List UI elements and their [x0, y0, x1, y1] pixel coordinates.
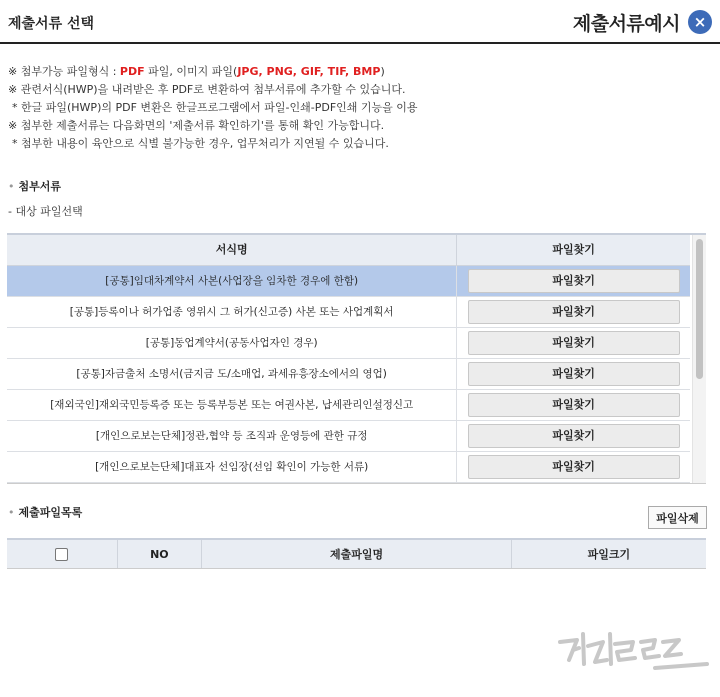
- form-name: [공통]동업계약서(공동사업자인 경우): [7, 328, 457, 358]
- select-all-checkbox[interactable]: [55, 548, 68, 561]
- col-select-all: [7, 540, 118, 568]
- notice-prefix: ※ 첨부가능 파일형식 :: [8, 65, 120, 78]
- notice-pdf: PDF: [119, 65, 145, 78]
- table-row[interactable]: [7, 328, 690, 359]
- find-file-button[interactable]: 파일찾기: [468, 393, 680, 417]
- find-file-button[interactable]: 파일찾기: [468, 424, 680, 448]
- find-file-button[interactable]: 파일찾기: [468, 455, 680, 479]
- find-file-button[interactable]: 파일찾기: [468, 331, 680, 355]
- notice-line-hwp: ※ 관련서식(HWP)을 내려받은 후 PDF로 변환하여 첨부서류에 추가할 수 있습니다.: [8, 83, 406, 96]
- delete-file-button[interactable]: 파일삭제: [648, 506, 707, 529]
- page-title: 제출서류 선택: [8, 16, 95, 32]
- table-row[interactable]: [7, 359, 690, 390]
- header: [0, 0, 720, 44]
- table-row[interactable]: [7, 390, 690, 421]
- form-name: [개인으로보는단체]대표자 선임장(선임 확인이 가능한 서류): [7, 452, 457, 482]
- table-row[interactable]: [7, 266, 690, 297]
- col-file-size: 파일크기: [587, 548, 631, 561]
- example-documents-title[interactable]: 제출서류예시: [572, 13, 680, 35]
- notice-line-confirm: ※ 첨부한 제출서류는 다음화면의 '제출서류 확인하기'를 통해 확인 가능합니다.: [8, 119, 385, 132]
- find-file-button[interactable]: 파일찾기: [468, 300, 680, 324]
- handwritten-signature: [555, 620, 715, 675]
- target-file-label: - 대상 파일선택: [8, 205, 83, 218]
- notice-line-delay: * 첨부한 내용이 육안으로 식별 불가능한 경우, 업무처리가 지연될 수 있습니다.: [12, 137, 389, 150]
- notice-line-hwp-convert: * 한글 파일(HWP)의 PDF 변환은 한글프로그램에서 파일-인쇄-PDF인쇄 기능을 이용: [12, 101, 418, 114]
- notice-suffix: ): [380, 65, 385, 78]
- col-no: NO: [118, 540, 203, 568]
- col-form-name: 서식명: [7, 235, 457, 265]
- notice-mid: 파일, 이미지 파일(: [144, 65, 238, 78]
- form-name: [공통]자금출처 소명서(금지금 도/소매업, 과세유흥장소에서의 영업): [7, 359, 457, 389]
- find-file-button[interactable]: 파일찾기: [468, 362, 680, 386]
- table-scrollbar[interactable]: [692, 235, 706, 483]
- attach-table-header: [7, 235, 690, 266]
- attach-section-title: • 첨부서류: [8, 180, 62, 193]
- col-find-file: 파일찾기: [552, 243, 595, 256]
- attach-table: [7, 233, 706, 484]
- table-row[interactable]: [7, 452, 690, 483]
- find-file-button[interactable]: 파일찾기: [468, 269, 680, 293]
- notice-image-formats: JPG, PNG, GIF, TIF, BMP: [237, 65, 381, 78]
- notice-line-formats: [8, 63, 418, 81]
- submitted-section-title: • 제출파일목록: [8, 506, 83, 519]
- form-name: [재외국인]재외국민등록증 또는 등록부등본 또는 여권사본, 납세관리인설정신고: [7, 390, 457, 420]
- submitted-table-header: [7, 538, 706, 569]
- submitted-section-label: 제출파일목록: [18, 506, 83, 519]
- form-name: [개인으로보는단체]정관,협약 등 조직과 운영등에 관한 규정: [7, 421, 457, 451]
- notice-block: [8, 63, 418, 153]
- close-icon[interactable]: ×: [688, 10, 712, 34]
- scroll-thumb[interactable]: [696, 239, 703, 379]
- form-name: [공통]임대차계약서 사본(사업장을 임차한 경우에 한함): [7, 266, 457, 296]
- attach-section-label: 첨부서류: [18, 180, 62, 193]
- table-row[interactable]: [7, 297, 690, 328]
- form-name: [공통]등록이나 허가업종 영위시 그 허가(신고증) 사본 또는 사업계획서: [7, 297, 457, 327]
- table-row[interactable]: [7, 421, 690, 452]
- col-file-name: 제출파일명: [202, 540, 512, 568]
